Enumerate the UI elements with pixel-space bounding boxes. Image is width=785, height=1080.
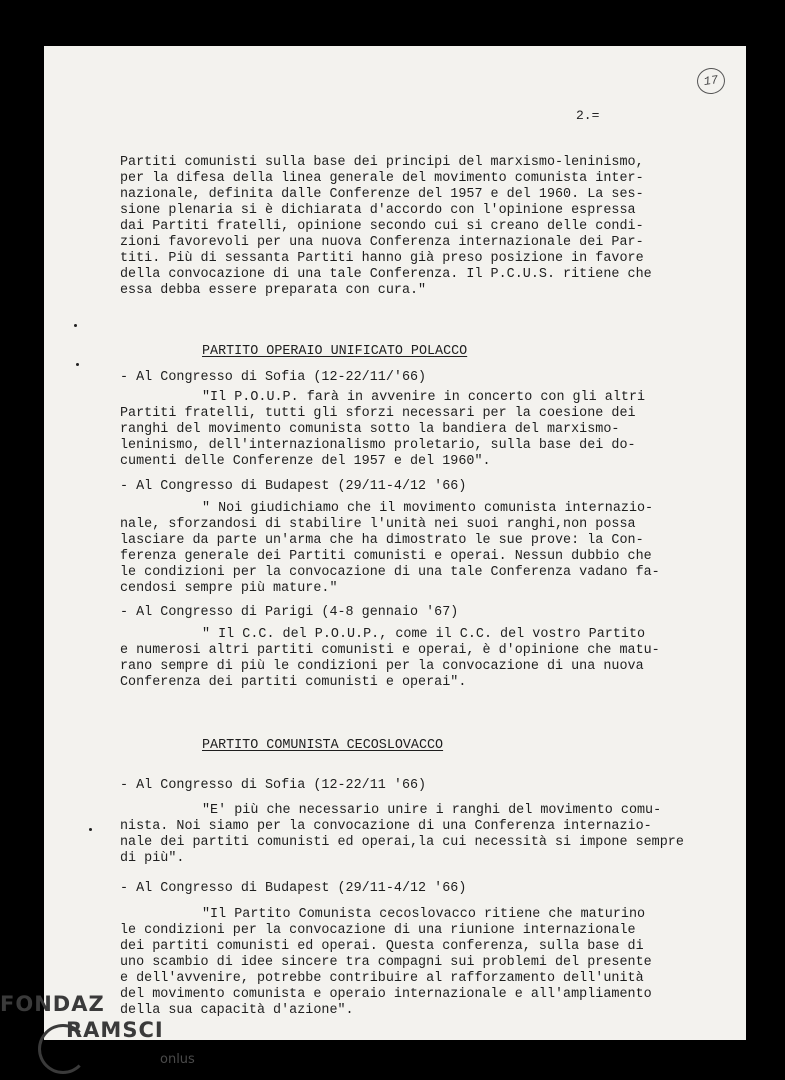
quote-line: del movimento comunista e operaio internazionale e all'ampliamento [120, 987, 652, 1002]
quote-line: ranghi del movimento comunista sotto la bandiera del marxismo- [120, 422, 620, 437]
watermark-text: FONDAZ [0, 992, 105, 1016]
intro-line: nazionale, definita dalle Conferenze del 1957 e del 1960. La ses- [120, 187, 644, 202]
quote-line: rano sempre di più le condizioni per la convocazione di una nuova [120, 659, 644, 674]
folio-mark: 17 [695, 66, 726, 96]
speck-mark [74, 324, 77, 327]
quote-line: nista. Noi siamo per la convocazione di una Conferenza internazio- [120, 819, 652, 834]
intro-line: Partiti comunisti sulla base dei principi del marxismo-leninismo, [120, 155, 644, 170]
speck-mark [76, 363, 79, 366]
quote-line: cumenti delle Conferenze del 1957 e del 1960". [120, 454, 491, 469]
quote-line: leninismo, dell'internazionalismo proletario, sulla base dei do- [120, 438, 636, 453]
congress-title: - Al Congresso di Sofia (12-22/11/'66) [120, 370, 427, 385]
congress-title: - Al Congresso di Parigi (4-8 gennaio '67) [120, 605, 459, 620]
quote-line: di più". [120, 851, 185, 866]
quote-line: le condizioni per la convocazione di una tale Conferenza vadano fa- [120, 565, 660, 580]
intro-line: per la difesa della linea generale del movimento comunista inter- [120, 171, 644, 186]
intro-line: titi. Più di sessanta Partiti hanno già preso posizione in favore [120, 251, 644, 266]
quote-line: Partiti fratelli, tutti gli sforzi necessari per la coesione dei [120, 406, 636, 421]
quote-line: cendosi sempre più mature." [120, 581, 338, 596]
intro-line: sione plenaria si è dichiarata d'accordo con l'opinione espressa [120, 203, 636, 218]
quote-line: nale, sforzandosi di stabilire l'unità nei suoi ranghi,non possa [120, 517, 636, 532]
congress-title: - Al Congresso di Sofia (12-22/11 '66) [120, 778, 427, 793]
quote-line: le condizioni per la convocazione di una riunione internazionale [120, 923, 636, 938]
quote-line: e dell'avvenire, potrebbe contribuire al rafforzamento dell'unità [120, 971, 644, 986]
intro-line: della convocazione di una tale Conferenza. Il P.C.U.S. ritiene che [120, 267, 652, 282]
quote-line: "Il P.O.U.P. farà in avvenire in concerto con gli altri [202, 390, 646, 405]
quote-line: dei partiti comunisti ed operai. Questa conferenza, sulla base di [120, 939, 644, 954]
quote-line: ferenza generale dei Partiti comunisti e operai. Nessun dubbio che [120, 549, 652, 564]
document-page [44, 46, 746, 1040]
watermark-text: RAMSCI [66, 1018, 164, 1042]
intro-line: essa debba essere preparata con cura." [120, 283, 427, 298]
quote-line: e numerosi altri partiti comunisti e operai, è d'opinione che matu- [120, 643, 660, 658]
quote-line: nale dei partiti comunisti ed operai,la cui necessità si impone sempre [120, 835, 684, 850]
quote-line: Conferenza dei partiti comunisti e operai". [120, 675, 467, 690]
intro-line: zioni favorevoli per una nuova Conferenza internazionale dei Par- [120, 235, 644, 250]
quote-line: "Il Partito Comunista cecoslovacco ritiene che maturino [202, 907, 646, 922]
quote-line: della sua capacità d'azione". [120, 1003, 354, 1018]
quote-line: lasciare da parte un'arma che ha dimostrato le sue prove: la Con- [120, 533, 644, 548]
intro-line: dai Partiti fratelli, opinione secondo cui si creano delle condi- [120, 219, 644, 234]
quote-line: " Noi giudichiamo che il movimento comunista internazio- [202, 501, 654, 516]
quote-line: " Il C.C. del P.O.U.P., come il C.C. del vostro Partito [202, 627, 646, 642]
quote-line: "E' più che necessario unire i ranghi del movimento comu- [202, 803, 662, 818]
section-heading-pcc: PARTITO COMUNISTA CECOSLOVACCO [202, 738, 444, 753]
congress-title: - Al Congresso di Budapest (29/11-4/12 '66) [120, 479, 467, 494]
section-heading-pouh: PARTITO OPERAIO UNIFICATO POLACCO [202, 344, 468, 359]
page-number: 2.= [576, 108, 600, 123]
congress-title: - Al Congresso di Budapest (29/11-4/12 '66) [120, 881, 467, 896]
quote-line: uno scambio di idee sincere tra compagni sui problemi del presente [120, 955, 652, 970]
watermark-text: onlus [160, 1052, 195, 1067]
speck-mark [89, 828, 92, 831]
